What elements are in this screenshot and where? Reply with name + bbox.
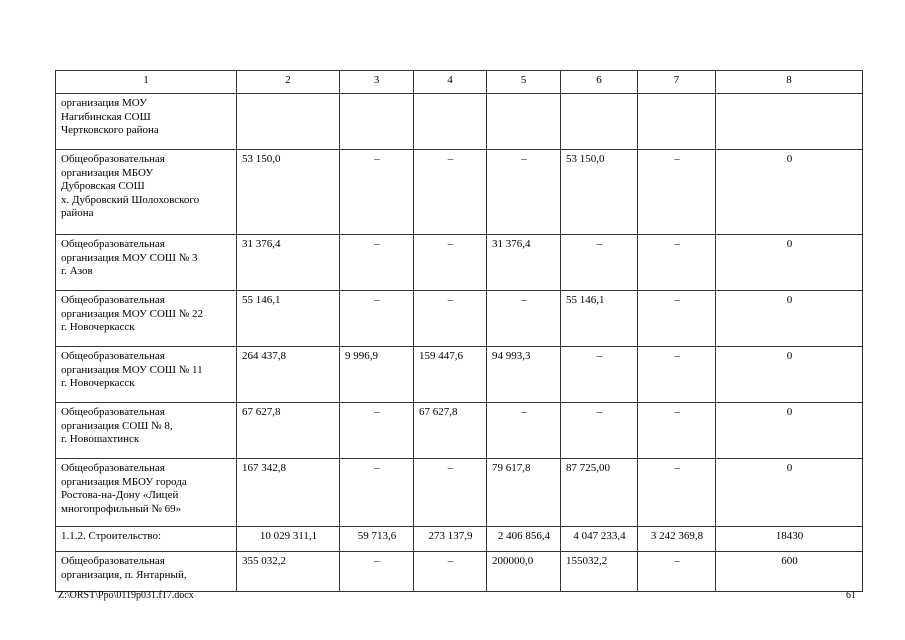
column-header-1: 1	[56, 71, 237, 94]
value-cell-col-8: 0	[716, 347, 863, 403]
value-cell-col-7: 3 242 369,8	[638, 527, 716, 552]
value-cell-col-6: –	[561, 403, 638, 459]
row-label-cell: Общеобразовательная организация МОУ СОШ № 22 г. Новочеркасск	[56, 291, 237, 347]
value-cell-col-5: 2 406 856,4	[487, 527, 561, 552]
value-cell-col-5	[487, 94, 561, 150]
value-cell-col-3	[340, 94, 414, 150]
value-cell-col-3: –	[340, 235, 414, 291]
table-row	[56, 150, 863, 235]
value-cell-col-3: –	[340, 150, 414, 235]
footer-file-path: Z:\ORST\Ppo\0119p031.f17.docx	[58, 590, 194, 601]
value-cell-col-7	[638, 94, 716, 150]
value-cell-col-6: –	[561, 347, 638, 403]
column-header-4: 4	[414, 71, 487, 94]
value-cell-col-2: 355 032,2	[237, 552, 340, 592]
value-cell-col-5: 79 617,8	[487, 459, 561, 527]
data-table	[55, 70, 863, 592]
value-cell-col-8: 0	[716, 150, 863, 235]
value-cell-col-8: 0	[716, 459, 863, 527]
value-cell-col-5: –	[487, 291, 561, 347]
value-cell-col-3: –	[340, 459, 414, 527]
value-cell-col-8: 0	[716, 403, 863, 459]
table-row	[56, 403, 863, 459]
table-row	[56, 94, 863, 150]
row-label-cell: Общеобразовательная организация МБОУ города Ростова-на-Дону «Лицей многопрофильный № 69»	[56, 459, 237, 527]
value-cell-col-8: 0	[716, 291, 863, 347]
value-cell-col-7: –	[638, 459, 716, 527]
column-header-3: 3	[340, 71, 414, 94]
value-cell-col-4: –	[414, 291, 487, 347]
column-header-8: 8	[716, 71, 863, 94]
value-cell-col-7: –	[638, 347, 716, 403]
value-cell-col-8: 0	[716, 235, 863, 291]
footer-page-number: 61	[846, 590, 856, 601]
table-header-row	[56, 71, 863, 94]
value-cell-col-6: 53 150,0	[561, 150, 638, 235]
value-cell-col-2	[237, 94, 340, 150]
value-cell-col-2: 55 146,1	[237, 291, 340, 347]
row-label-cell: Общеобразовательная организация МОУ СОШ № 3 г. Азов	[56, 235, 237, 291]
row-label-cell: 1.1.2. Строительство:	[56, 527, 237, 552]
value-cell-col-4: –	[414, 150, 487, 235]
value-cell-col-3: 59 713,6	[340, 527, 414, 552]
value-cell-col-3: –	[340, 403, 414, 459]
value-cell-col-3: –	[340, 291, 414, 347]
value-cell-col-6: 4 047 233,4	[561, 527, 638, 552]
value-cell-col-4: –	[414, 235, 487, 291]
row-label-cell: Общеобразовательная организация МОУ СОШ № 11 г. Новочеркасск	[56, 347, 237, 403]
value-cell-col-6: 55 146,1	[561, 291, 638, 347]
value-cell-col-4: –	[414, 459, 487, 527]
value-cell-col-2: 264 437,8	[237, 347, 340, 403]
value-cell-col-4: –	[414, 552, 487, 592]
value-cell-col-6: –	[561, 235, 638, 291]
row-label-cell: организация МОУ Нагибинская СОШ Чертковского района	[56, 94, 237, 150]
table-row	[56, 552, 863, 592]
table-row	[56, 459, 863, 527]
value-cell-col-6: 155032,2	[561, 552, 638, 592]
value-cell-col-3: 9 996,9	[340, 347, 414, 403]
value-cell-col-2: 31 376,4	[237, 235, 340, 291]
value-cell-col-3: –	[340, 552, 414, 592]
value-cell-col-5: –	[487, 403, 561, 459]
column-header-2: 2	[237, 71, 340, 94]
row-label-cell: Общеобразовательная организация, п. Янтарный,	[56, 552, 237, 592]
value-cell-col-8: 600	[716, 552, 863, 592]
value-cell-col-8: 18430	[716, 527, 863, 552]
value-cell-col-6: 87 725,00	[561, 459, 638, 527]
value-cell-col-5: 31 376,4	[487, 235, 561, 291]
value-cell-col-4: 159 447,6	[414, 347, 487, 403]
table-row	[56, 527, 863, 552]
value-cell-col-7: –	[638, 291, 716, 347]
value-cell-col-7: –	[638, 235, 716, 291]
value-cell-col-2: 167 342,8	[237, 459, 340, 527]
value-cell-col-4: 67 627,8	[414, 403, 487, 459]
table-row	[56, 235, 863, 291]
value-cell-col-5: 94 993,3	[487, 347, 561, 403]
column-header-5: 5	[487, 71, 561, 94]
table-body	[56, 71, 863, 592]
value-cell-col-4: 273 137,9	[414, 527, 487, 552]
value-cell-col-6	[561, 94, 638, 150]
value-cell-col-2: 53 150,0	[237, 150, 340, 235]
row-label-cell: Общеобразовательная организация СОШ № 8, г. Новошахтинск	[56, 403, 237, 459]
table-row	[56, 347, 863, 403]
value-cell-col-5: 200000,0	[487, 552, 561, 592]
value-cell-col-2: 67 627,8	[237, 403, 340, 459]
value-cell-col-7: –	[638, 403, 716, 459]
value-cell-col-7: –	[638, 552, 716, 592]
value-cell-col-7: –	[638, 150, 716, 235]
column-header-7: 7	[638, 71, 716, 94]
value-cell-col-2: 10 029 311,1	[237, 527, 340, 552]
column-header-6: 6	[561, 71, 638, 94]
value-cell-col-8	[716, 94, 863, 150]
value-cell-col-4	[414, 94, 487, 150]
table-row	[56, 291, 863, 347]
value-cell-col-5: –	[487, 150, 561, 235]
row-label-cell: Общеобразовательная организация МБОУ Дубровская СОШ х. Дубровский Шолоховского района	[56, 150, 237, 235]
